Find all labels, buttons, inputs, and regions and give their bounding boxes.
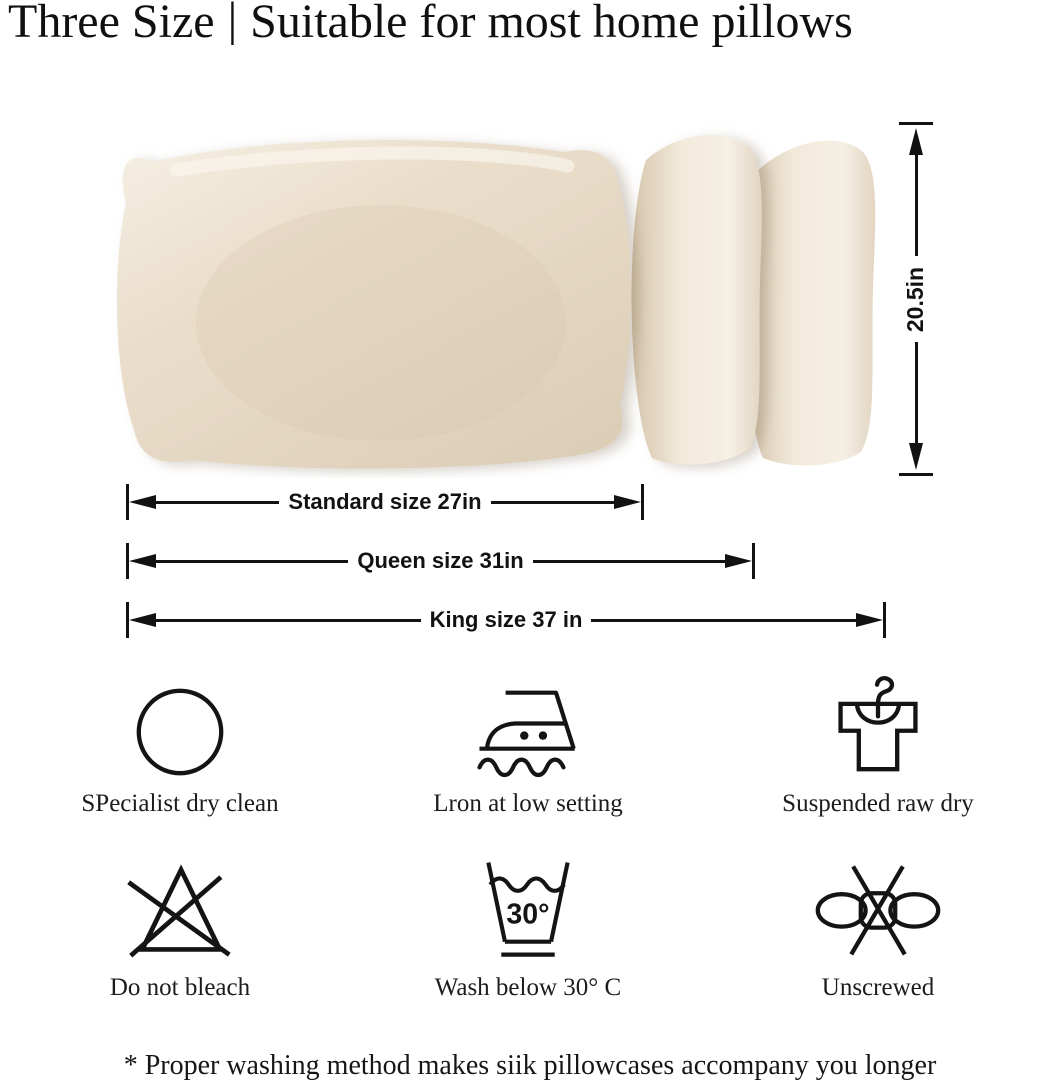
care-label: SPecialist dry clean <box>81 790 279 817</box>
standard-size-label: Standard size 27in <box>288 489 482 514</box>
do-not-bleach-icon <box>118 853 242 962</box>
icon-box <box>472 666 584 778</box>
care-label: Suspended raw dry <box>782 790 974 817</box>
footnote: * Proper washing method makes siik pillowcases accompany you longer <box>123 1050 937 1081</box>
icon-box <box>830 666 926 778</box>
dim-tick <box>641 484 644 520</box>
dim-line <box>915 342 918 443</box>
height-label-box <box>883 256 948 342</box>
dim-arrow-left-icon <box>129 495 156 509</box>
pillow-image <box>106 118 886 478</box>
dim-arrow-down-icon <box>909 443 923 470</box>
height-dimension <box>899 122 933 476</box>
dim-line <box>491 501 614 504</box>
dim-line <box>915 155 918 256</box>
pillow-back <box>745 141 875 466</box>
iron-low-icon <box>472 682 584 778</box>
dim-arrow-left-icon <box>129 554 156 568</box>
dim-line <box>591 619 856 622</box>
dim-arrow-right-icon <box>725 554 752 568</box>
title-right: Suitable for most home pillows <box>250 0 853 48</box>
wash-temperature-text: 30° <box>506 898 550 931</box>
icon-box <box>813 850 943 962</box>
dim-arrow-up-icon <box>909 128 923 155</box>
icon-box <box>134 666 226 778</box>
care-item-hang-dry <box>696 666 1060 818</box>
dim-arrow-left-icon <box>129 613 156 627</box>
dim-line <box>156 560 348 563</box>
dim-line <box>533 560 725 563</box>
dim-cap <box>899 122 933 125</box>
care-item-do-not-bleach <box>0 850 360 1002</box>
icon-box <box>118 850 242 962</box>
care-row-1 <box>0 666 1060 818</box>
height-label: 20.5in <box>902 266 929 332</box>
title-left: Three Size <box>8 0 215 48</box>
title-divider: | <box>227 0 238 46</box>
queen-size-label: Queen size 31in <box>357 548 524 573</box>
width-dimension-king <box>126 602 886 638</box>
hang-dry-icon <box>830 672 926 778</box>
wash-30-icon <box>479 857 577 962</box>
dim-line <box>156 619 421 622</box>
dim-arrow-right-icon <box>614 495 641 509</box>
pillow-middle <box>632 135 762 464</box>
width-dimension-queen <box>126 543 755 579</box>
care-item-dry-clean <box>0 666 360 818</box>
width-dimension-standard <box>126 484 644 520</box>
care-label: Unscrewed <box>821 974 935 1001</box>
king-size-label: King size 37 in <box>429 607 583 632</box>
icon-box <box>479 850 577 962</box>
dim-line <box>156 501 279 504</box>
dim-arrow-right-icon <box>856 613 883 627</box>
pillow-center-shading <box>196 205 566 441</box>
dim-tick <box>883 602 886 638</box>
care-item-do-not-wring <box>696 850 1060 1002</box>
dim-cap <box>899 473 933 476</box>
do-not-wring-icon <box>813 855 943 962</box>
dry-clean-circle-icon <box>134 686 226 778</box>
care-label: Do not bleach <box>109 974 251 1001</box>
care-item-wash-30 <box>360 850 696 1002</box>
care-label: Lron at low setting <box>433 790 623 817</box>
care-label: Wash below 30° C <box>434 974 622 1001</box>
care-row-2 <box>0 850 1060 1002</box>
care-item-iron-low <box>360 666 696 818</box>
page-title <box>8 0 1056 49</box>
dim-tick <box>752 543 755 579</box>
